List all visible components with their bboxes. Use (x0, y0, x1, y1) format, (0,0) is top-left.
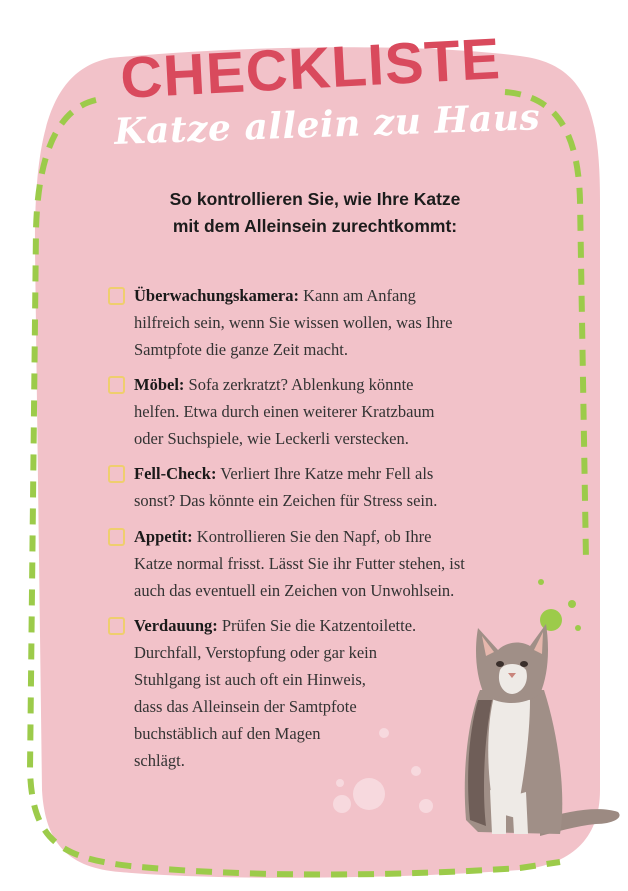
checkbox[interactable] (108, 465, 125, 483)
item-text: Prüfen Sie die Katzentoilette. (217, 616, 417, 635)
item-label: Verdauung: (134, 616, 218, 635)
item-line (134, 282, 534, 309)
item-line (134, 523, 534, 550)
item-text: Kontrollieren Sie den Napf, ob Ihre (192, 527, 432, 546)
checklist-item-appetit (134, 523, 534, 604)
item-line: Samtpfote die ganze Zeit macht. (134, 340, 348, 359)
page-title: CHECKLISTE (118, 26, 503, 111)
item-text: Sofa zerkratzt? Ablenkung könnte (184, 375, 414, 394)
pink-bubble (336, 779, 344, 787)
item-line: hilfreich sein, wenn Sie wissen wollen, was Ihre (134, 313, 453, 332)
green-dot (538, 579, 544, 585)
item-line: Katze normal frisst. Lässt Sie ihr Futter stehen, ist (134, 554, 465, 573)
item-label: Fell-Check: (134, 464, 217, 483)
checkbox[interactable] (108, 287, 125, 305)
item-line (134, 460, 534, 487)
checkbox[interactable] (108, 376, 125, 394)
green-dot (575, 625, 581, 631)
item-line: dass das Alleinsein der Samtpfote (134, 697, 357, 716)
intro-line: So kontrollieren Sie, wie Ihre Katze (169, 189, 461, 209)
item-line: schlägt. (134, 751, 185, 770)
item-label: Appetit: (134, 527, 193, 546)
page-subtitle: Katze allein zu Haus (113, 96, 541, 153)
item-line: auch das eventuell ein Zeichen von Unwohlsein. (134, 581, 455, 600)
item-label: Möbel: (134, 375, 185, 394)
item-line (134, 612, 534, 639)
intro-text (80, 186, 550, 240)
item-line: oder Suchspiele, wie Leckerli verstecken. (134, 429, 409, 448)
green-dot (540, 609, 562, 631)
checklist-item-ueberwachungskamera (134, 282, 534, 363)
item-text: Kann am Anfang (299, 286, 416, 305)
checklist-item-moebel (134, 371, 534, 452)
item-line: helfen. Etwa durch einen weiterer Kratzbaum (134, 402, 435, 421)
green-dot (568, 600, 576, 608)
item-text: Verliert Ihre Katze mehr Fell als (216, 464, 434, 483)
item-line: sonst? Das könnte ein Zeichen für Stress sein. (134, 491, 438, 510)
item-line: Durchfall, Verstopfung oder gar kein (134, 643, 377, 662)
item-line: buchstäblich auf den Magen (134, 724, 321, 743)
item-label: Überwachungskamera: (134, 286, 299, 305)
pink-bubble (333, 795, 351, 813)
item-line: Stuhlgang ist auch oft ein Hinweis, (134, 670, 366, 689)
pink-bubble (353, 778, 385, 810)
pink-bubble (419, 799, 433, 813)
intro-line: mit dem Alleinsein zurechtkommt: (172, 216, 458, 236)
checklist-item-fell-check (134, 460, 534, 514)
checkbox[interactable] (108, 528, 125, 546)
item-line (134, 371, 534, 398)
checkbox[interactable] (108, 617, 125, 635)
checklist-item-verdauung (134, 612, 534, 774)
